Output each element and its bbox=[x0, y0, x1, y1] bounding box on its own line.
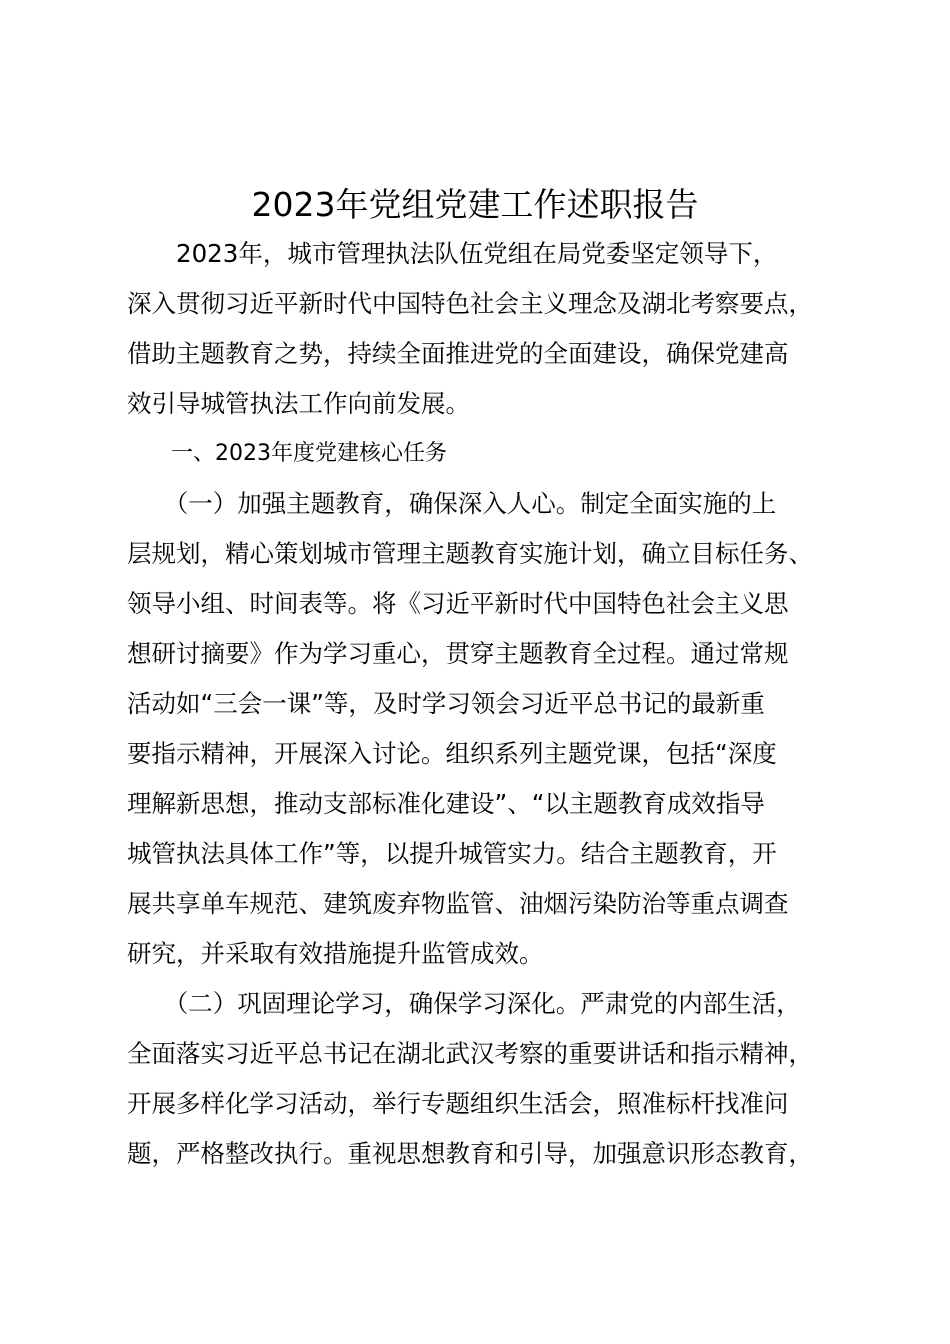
section-heading: 一、2023年度党建核心任务 bbox=[127, 441, 447, 466]
paragraph-line: 要指示精神，开展深入讨论。组织系列主题党课，包括“深度 bbox=[127, 739, 777, 768]
paragraph-line: 全面落实习近平总书记在湖北武汉考察的重要讲话和指示精神， bbox=[127, 1039, 813, 1068]
paragraph-line: 2023年，城市管理执法队伍党组在局党委坚定领导下， bbox=[127, 239, 778, 268]
paragraph-line: 领导小组、时间表等。将《习近平新时代中国特色社会主义思 bbox=[127, 589, 789, 618]
paragraph-line: 活动如“三会一课”等，及时学习领会习近平总书记的最新重 bbox=[127, 689, 765, 718]
paragraph-line: 想研讨摘要》作为学习重心，贯穿主题教育全过程。通过常规 bbox=[127, 639, 789, 668]
paragraph-line: 理解新思想，推动支部标准化建设”、“以主题教育成效指导 bbox=[127, 789, 765, 818]
paragraph-line: 展共享单车规范、建筑废弃物监管、油烟污染防治等重点调查 bbox=[127, 889, 789, 918]
paragraph-line: 开展多样化学习活动，举行专题组织生活会，照准标杆找准问 bbox=[127, 1089, 789, 1118]
paragraph-line: 题，严格整改执行。重视思想教育和引导，加强意识形态教育， bbox=[127, 1139, 813, 1168]
paragraph-line: （一）加强主题教育，确保深入人心。制定全面实施的上 bbox=[127, 489, 777, 518]
paragraph-line: 层规划，精心策划城市管理主题教育实施计划，确立目标任务、 bbox=[127, 539, 813, 568]
paragraph-line: 效引导城管执法工作向前发展。 bbox=[127, 389, 470, 418]
paragraph-line: （二）巩固理论学习，确保学习深化。严肃党的内部生活， bbox=[127, 989, 801, 1018]
paragraph-line: 借助主题教育之势，持续全面推进党的全面建设，确保党建高 bbox=[127, 339, 789, 368]
paragraph-line: 深入贯彻习近平新时代中国特色社会主义理念及湖北考察要点， bbox=[127, 289, 813, 318]
paragraph-line: 城管执法具体工作”等，以提升城管实力。结合主题教育，开 bbox=[127, 839, 777, 868]
paragraph-line: 研究，并采取有效措施提升监管成效。 bbox=[127, 939, 544, 968]
document-title: 2023年党组党建工作述职报告 bbox=[251, 185, 699, 224]
